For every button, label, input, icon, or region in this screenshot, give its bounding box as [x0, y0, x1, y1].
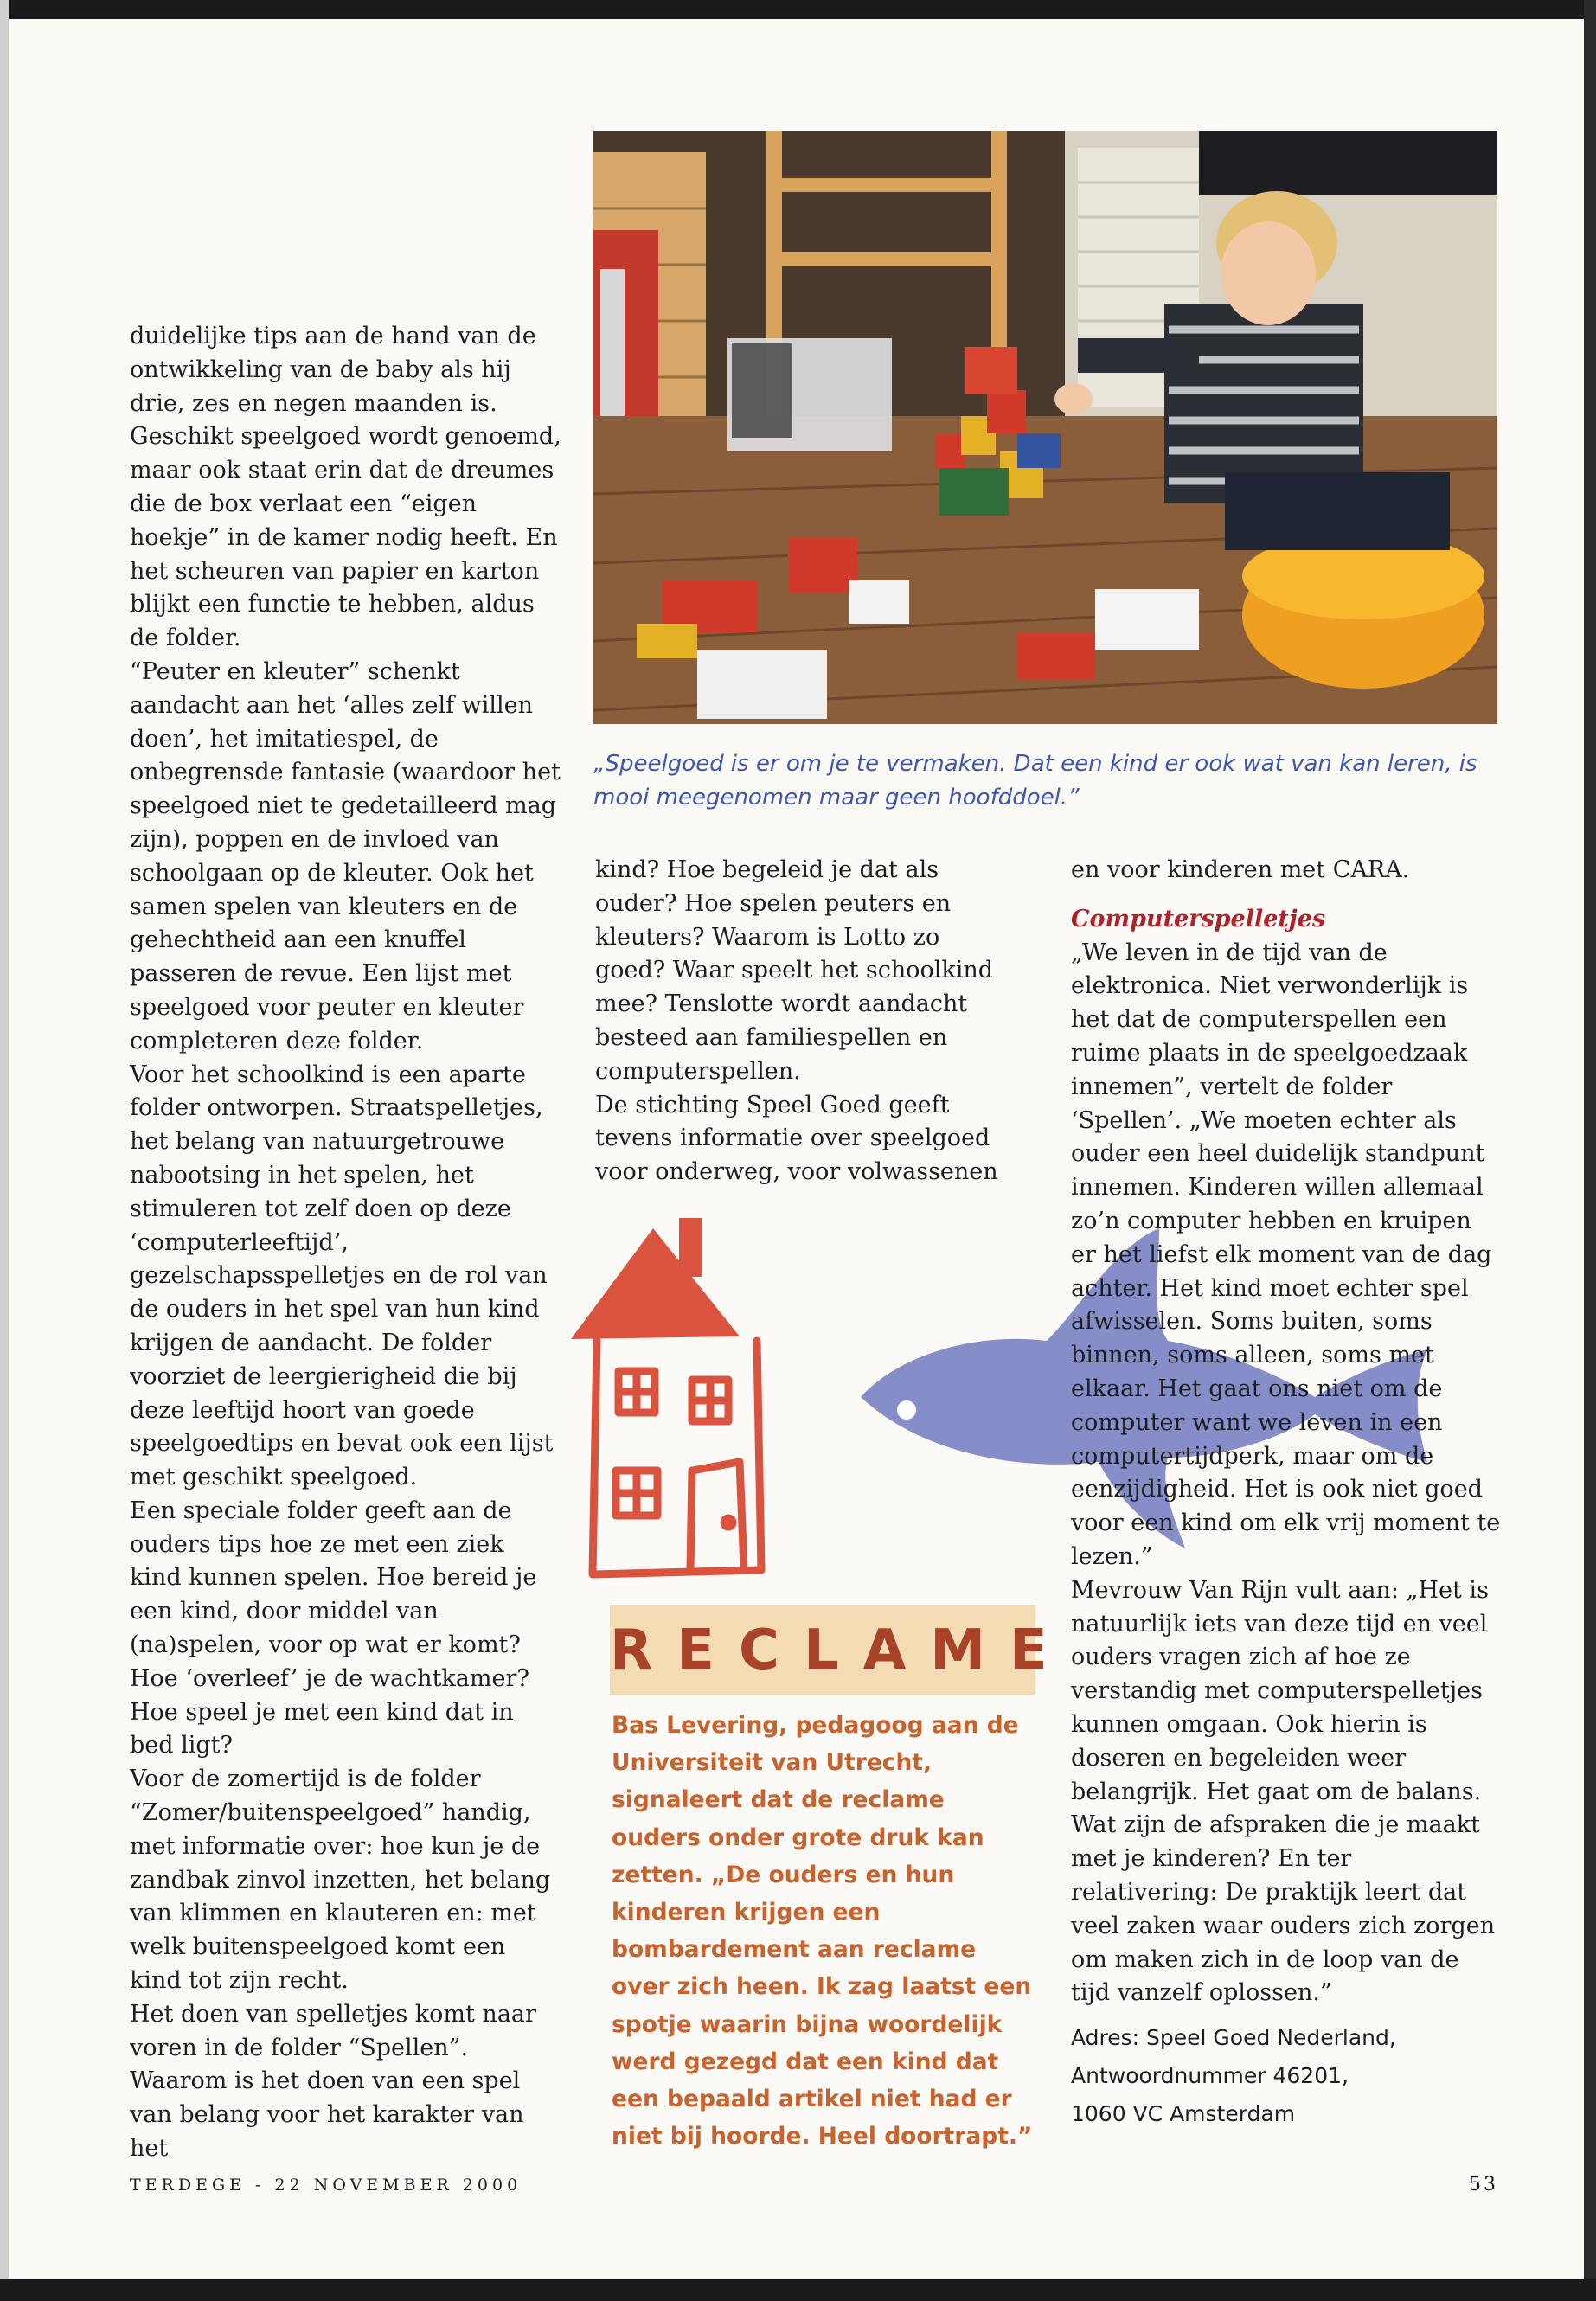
section-heading: Computerspelletjes: [1071, 905, 1326, 933]
scan-border-top: [0, 0, 1596, 19]
paragraph: kind? Hoe begeleid je dat als ouder? Hoe spelen peuters en kleuters? Waarom is Lotto zo goed? Waar speelt het schoolkind mee? Tenslotte wordt aandacht besteed aan familiespellen en computerspellen.: [595, 856, 994, 1085]
body-column-1: [130, 320, 562, 2166]
paragraph: Een speciale folder geeft aan de ouders tips hoe ze met een ziek kind kunnen spelen. Hoe bereid je een kind, door middel van (na)spelen, voor op wat er komt? Hoe ‘overleef’ je de wachtkamer? Hoe speel je met een kind dat in bed ligt?: [130, 1497, 537, 1759]
address-line: Antwoordnummer 46201,: [1071, 2063, 1349, 2089]
address-line: Adres: Speel Goed Nederland,: [1071, 2025, 1396, 2051]
address-line: 1060 VC Amsterdam: [1071, 2101, 1296, 2127]
footer-magazine-issue: TERDEGE - 22 NOVEMBER 2000: [130, 2176, 522, 2195]
address-block: [1071, 2019, 1503, 2133]
paragraph: “Peuter en kleuter” schenkt aandacht aan het ‘alles zelf willen doen’, het imitatiespel, de onbegrensde fantasie (waardoor het speelgoed niet te gedetailleerd mag zijn), poppen en de invloed van schoolgaan op de kleuter. Ook het samen spelen van kleuters en de gehechtheid aan een knuffel passeren de revue. Een lijst met speelgoed voor peuter en kleuter completeren deze folder.: [130, 657, 561, 1054]
photo-boy-playing-blocks: [593, 131, 1497, 724]
paragraph: en voor kinderen met CARA.: [1071, 856, 1410, 883]
paragraph: Voor het schoolkind is een aparte folder ontworpen. Straatspelletjes, het belang van natuurgetrouwe nabootsing in het spelen, het stimuleren tot zelf doen op deze ‘computerleeftijd’, gezelschapsspelletjes en de rol van de ouders in het spel van hun kind krijgen de aandacht. De folder voorziet de leergierigheid die bij deze leeftijd hoort van goede speelgoedtips en bevat ook een lijst met geschikt speelgoed.: [130, 1061, 554, 1491]
sidebar-title: RECLAME: [610, 1618, 1072, 1682]
scan-border-bottom: [0, 2279, 1596, 2301]
paragraph: De stichting Speel Goed geeft tevens informatie over speelgoed voor onderweg, voor volwassenen: [595, 1091, 998, 1186]
paragraph: Het doen van spelletjes komt naar voren in de folder “Spellen”. Waarom is het doen van een spel van belang voor het karakter van het: [130, 2000, 536, 2163]
body-column-2: [595, 854, 1010, 1189]
photo-caption: „Speelgoed is er om je te vermaken. Dat een kind er ook wat van kan leren, is mooi meegenomen maar geen hoofddoel.”: [593, 751, 1477, 811]
paragraph: duidelijke tips aan de hand van de ontwikkeling van de baby als hij drie, zes en negen maanden is. Geschikt speelgoed wordt genoemd, maar ook staat erin dat de dreumes die de box verlaat een “eigen hoekje” in de kamer nodig heeft. En het scheuren van papier en karton blijkt een functie te hebben, aldus de folder.: [130, 323, 561, 652]
paragraph: Mevrouw Van Rijn vult aan: „Het is natuurlijk iets van deze tijd en veel ouders vragen zich af hoe ze verstandig met computerspelletjes kunnen omgaan. Ook hierin is doseren en begeleiden weer belangrijk. Het gaat om de balans. Wat zijn de afspraken die je maakt met je kinderen? En ter relativering: De praktijk leert dat veel zaken waar ouders zich zorgen om maken zich in de loop van de tijd vanzelf oplossen.”: [1071, 1576, 1496, 2007]
scan-border-right: [1584, 0, 1596, 2301]
sidebar-text: Bas Levering, pedagoog aan de Universiteit van Utrecht, signaleert dat de reclame ouders onder grote druk kan zetten. „De ouders en hun kinderen krijgen een bombardement aan reclame over zich heen. Ik zag laatst een spotje waarin bijna woordelijk werd gezegd dat een kind dat een bepaald artikel niet had er niet bij hoorde. Heel doortrapt.”: [612, 1712, 1033, 2150]
scan-border-left: [0, 0, 9, 2301]
house-drawing: [571, 1218, 761, 1574]
fish-eye: [897, 1400, 916, 1420]
page-number: 53: [1469, 2174, 1498, 2195]
paragraph: Voor de zomertijd is de folder “Zomer/buitenspeelgoed” handig, met informatie over: hoe kun je de zandbak zinvol inzetten, het belang van klimmen en klauteren en: met welk buitenspeelgoed komt een kind tot zijn recht.: [130, 1766, 551, 1995]
paragraph: „We leven in de tijd van de elektronica. Niet verwonderlijk is het dat de computerspellen een ruime plaats in de speelgoedzaak innemen”, vertelt de folder ‘Spellen’. „We moeten echter als ouder een heel duidelijk standpunt innemen. Kinderen willen allemaal zo’n computer hebben en kruipen er het liefst elk moment van de dag achter. Het kind moet echter spel afwisselen. Soms buiten, soms binnen, soms alleen, soms met elkaar. Het gaat ons niet om de computer want we leven in een computertijdperk, maar om de eenzijdigheid. Het is ook niet goed voor een kind om elk vrij moment te lezen.”: [1071, 939, 1501, 1570]
body-column-3: [1071, 854, 1503, 2133]
